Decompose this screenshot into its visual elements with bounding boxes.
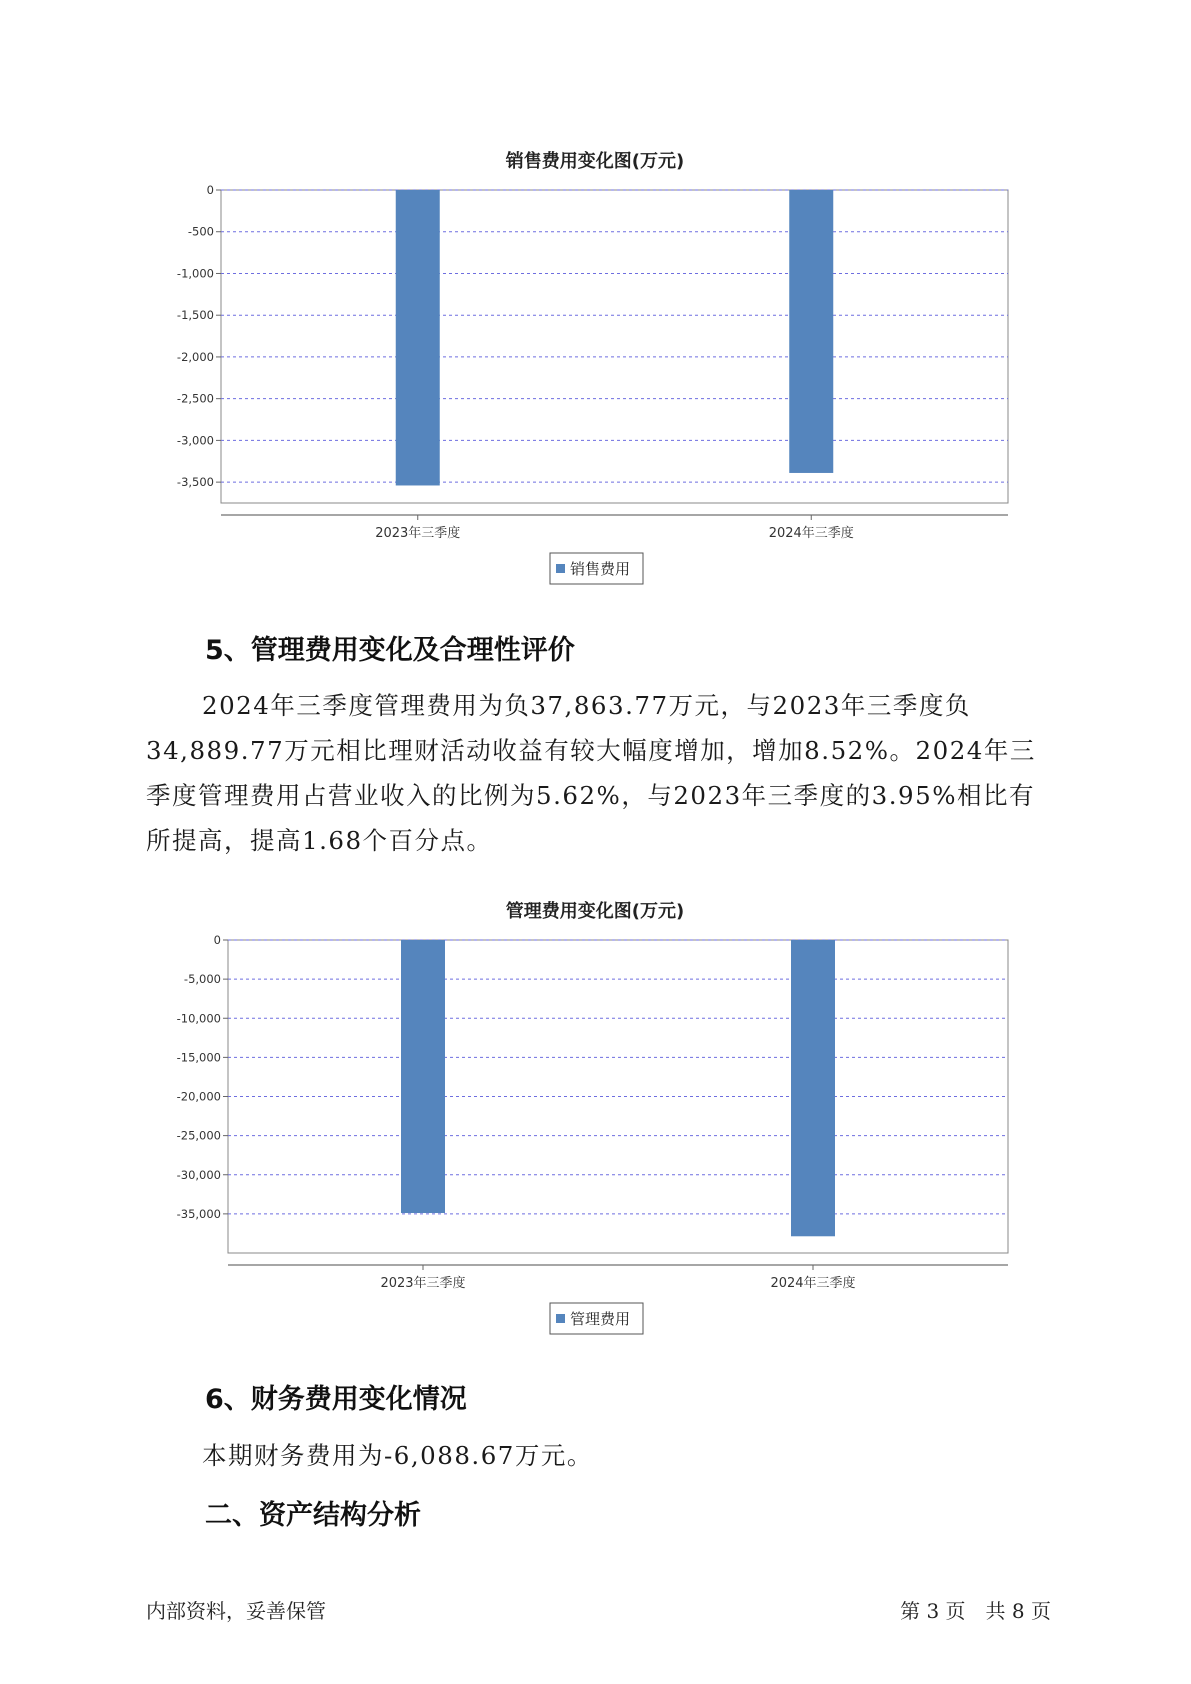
bar: [396, 190, 440, 485]
section-5-heading: 5、管理费用变化及合理性评价: [205, 635, 575, 666]
legend-swatch: [556, 1314, 565, 1323]
bar: [789, 190, 833, 473]
footer-page-number: 第 3 页 共 8 页: [900, 1599, 1051, 1623]
y-tick-label: -2,000: [176, 349, 214, 364]
y-tick-label: -35,000: [176, 1206, 221, 1221]
y-tick-label: -2,500: [176, 391, 214, 406]
legend-swatch: [556, 564, 565, 573]
y-tick-label: -3,000: [176, 433, 214, 448]
x-tick-label: 2023年三季度: [380, 1276, 466, 1291]
section-2-heading: 二、资产结构分析: [205, 1500, 421, 1531]
footer-confidential-note: 内部资料，妥善保管: [146, 1599, 326, 1623]
bar: [401, 940, 445, 1213]
y-tick-label: -500: [187, 224, 214, 239]
x-tick-label: 2024年三季度: [770, 1276, 856, 1291]
y-tick-label: 0: [213, 933, 221, 947]
x-tick-label: 2024年三季度: [768, 526, 854, 541]
y-tick-label: -25,000: [176, 1128, 221, 1143]
y-tick-label: -10,000: [176, 1011, 221, 1026]
y-tick-label: -20,000: [176, 1089, 221, 1104]
legend-label: 管理费用: [570, 1310, 631, 1328]
sales-expense-chart-svg: [0, 140, 1191, 595]
plot-area: [221, 190, 1008, 503]
chart-title: 销售费用变化图(万元): [505, 151, 685, 172]
section-6-heading: 6、财务费用变化情况: [205, 1384, 467, 1415]
y-tick-label: -15,000: [176, 1050, 221, 1065]
y-tick-label: -3,500: [176, 475, 214, 490]
chart-title: 管理费用变化图(万元): [505, 901, 685, 922]
bar: [791, 940, 835, 1236]
legend-label: 销售费用: [570, 560, 631, 578]
admin-expense-chart: [0, 890, 1191, 1345]
y-tick-label: -5,000: [183, 972, 221, 987]
y-tick-label: 0: [206, 183, 214, 197]
y-tick-label: -30,000: [176, 1167, 221, 1182]
section-5-paragraph: 2024年三季度管理费用为负37,863.77万元，与2023年三季度负34,889.77万元相比理财活动收益有较大幅度增加，增加8.52%。2024年三季度管理费用占营业收入的比例为5.62%，与2023年三季度的3.95%相比有所提高，提高1.68个百分点。: [146, 691, 1036, 855]
sales-expense-chart: [0, 140, 1191, 595]
y-tick-label: -1,000: [176, 266, 214, 281]
y-tick-label: -1,500: [176, 308, 214, 323]
x-tick-label: 2023年三季度: [375, 526, 461, 541]
admin-expense-chart-svg: [0, 890, 1191, 1345]
section-6-paragraph: 本期财务费用为-6,088.67万元。: [202, 1441, 593, 1470]
